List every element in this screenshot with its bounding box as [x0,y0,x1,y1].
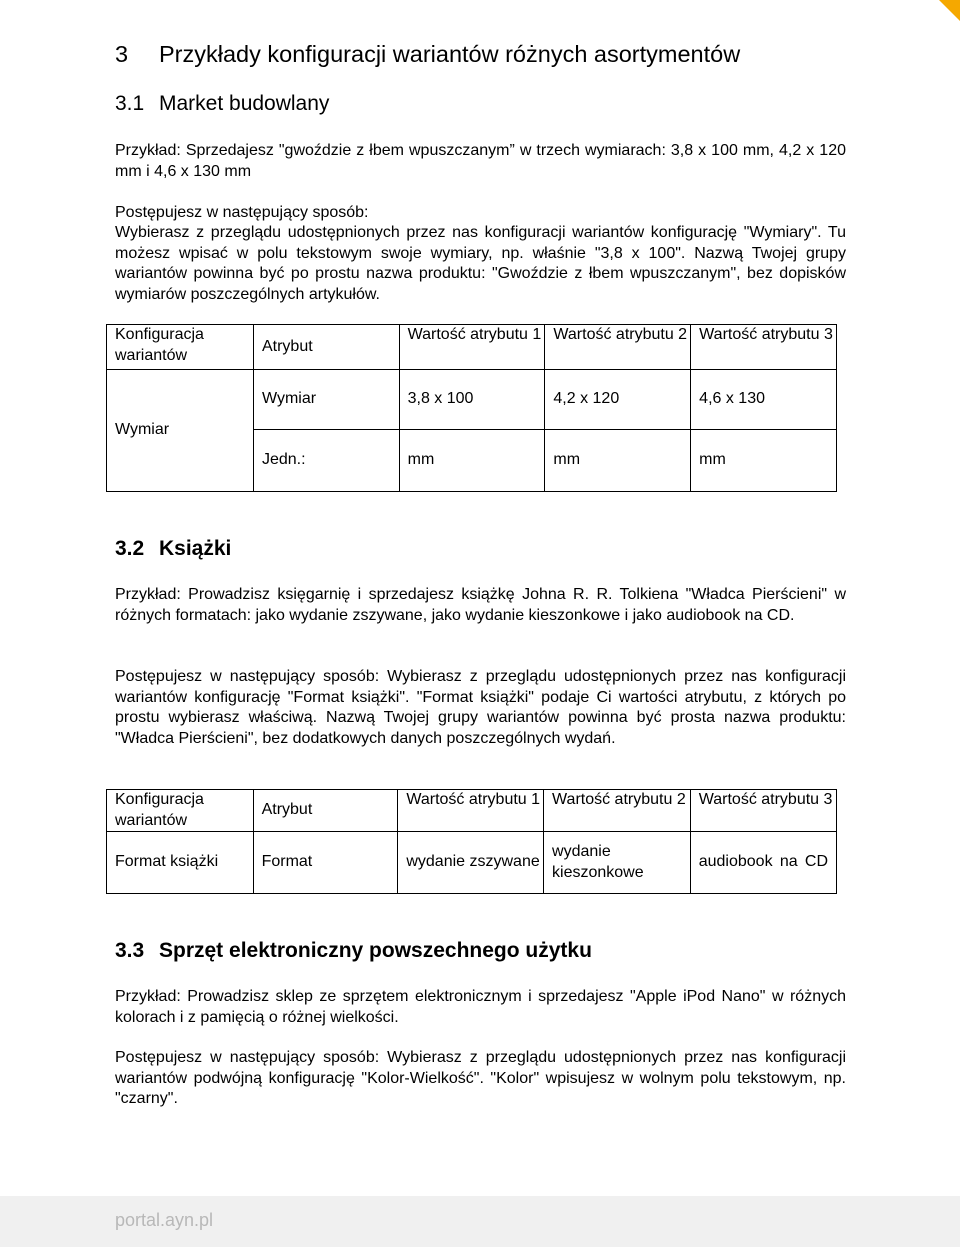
table-header-cell: Konfiguracja wariantów [107,325,254,370]
table-cell: audiobook na CD [690,832,836,894]
table-header-cell: Konfiguracja wariantów [107,790,254,832]
section-3-3-heading: 3.3 Sprzęt elektroniczny powszechnego użytku [115,939,592,962]
table-header-cell: Wartość atrybutu 1 [398,790,544,832]
table-cell: Format [253,832,398,894]
table-header-cell: Atrybut [253,325,399,370]
table-header-row [107,325,837,370]
section-3-1-procedure: Wybierasz z przeglądu udostępnionych przez nas konfiguracji wariantów konfigurację "Wymiary". Tu możesz wpisać w polu tekstowym swoje wymiary, np. właśnie "3,8 x 100". Nazwą Twojej grupy wariantów powinna być po prostu nazwa produktu: "Gwoździe z łbem wpuszczanym", bez dopisków wymiarów poszczególnych artykułów. [115,224,846,303]
table-cell: Jedn.: [253,430,399,492]
table-header-cell: Wartość atrybutu 3 [691,325,837,370]
chapter-heading: 3 Przykłady konfiguracji wariantów różnych asortymentów [115,41,741,67]
table-header-cell: Wartość atrybutu 3 [690,790,836,832]
table-row [107,832,837,894]
table-cell: mm [545,430,691,492]
table-cell: Format książki [107,832,254,894]
table-cell: 3,8 x 100 [399,370,545,430]
table-header-cell: Wartość atrybutu 2 [544,790,691,832]
table-cell: 4,6 x 130 [691,370,837,430]
section-3-3-example: Przykład: Prowadzisz sklep ze sprzętem elektronicznym i sprzedajesz "Apple iPod Nano" w różnych kolorach i z pamięcią o różnej wielkości. [115,988,846,1026]
table-cell: wydanie kieszonkowe [544,832,691,894]
table-cell: Wymiar [107,370,254,492]
table-cell: wydanie zszywane [398,832,544,894]
corner-accent [939,0,960,21]
table-header-row [107,790,837,832]
section-3-1-example: Przykład: Sprzedajesz "gwoździe z łbem wpuszczanym” w trzech wymiarach: 3,8 x 100 mm, 4,2 x 120 mm i 4,6 x 130 mm [115,142,846,180]
table-header-cell: Atrybut [253,790,398,832]
table-cell: Wymiar [253,370,399,430]
section-3-2-example: Przykład: Prowadzisz księgarnię i sprzedajesz książkę Johna R. R. Tolkiena "Władca Pierścieni" w różnych formatach: jako wydanie zszywane, jako wydanie kieszonkowe i jako audiobook na CD. [115,586,846,624]
table-header-cell: Wartość atrybutu 1 [399,325,545,370]
section-3-2-procedure: Postępujesz w następujący sposób: Wybierasz z przeglądu udostępnionych przez nas konfiguracji wariantów konfigurację "Format książki". "Format książki" podaje Ci wartości atrybutu, z których po prostu wybierasz właściwą. Nazwą Twojej grupy wariantów powinna być prosta nazwa produktu: "Władca Pierścieni", bez dodatkowych danych poszczególnych wydań. [115,668,846,747]
wymiar-table [106,324,837,492]
section-3-3-procedure: Postępujesz w następujący sposób: Wybierasz z przeglądu udostępnionych przez nas konfiguracji wariantów podwójną konfigurację "Kolor-Wielkość". "Kolor" wpisujesz w wolnym polu tekstowym, np. "czarny". [115,1049,846,1107]
section-3-1-procedure-intro: Postępujesz w następujący sposób: [115,204,369,221]
table-cell: 4,2 x 120 [545,370,691,430]
table-cell: mm [399,430,545,492]
table-row [107,370,837,430]
table-header-cell: Wartość atrybutu 2 [545,325,691,370]
section-3-2-heading: 3.2 Książki [115,537,232,560]
footer-url: portal.ayn.pl [115,1210,214,1230]
page-footer [0,1196,960,1247]
section-3-1-heading: 3.1 Market budowlany [115,92,330,115]
table-cell: mm [691,430,837,492]
format-table [106,789,837,894]
